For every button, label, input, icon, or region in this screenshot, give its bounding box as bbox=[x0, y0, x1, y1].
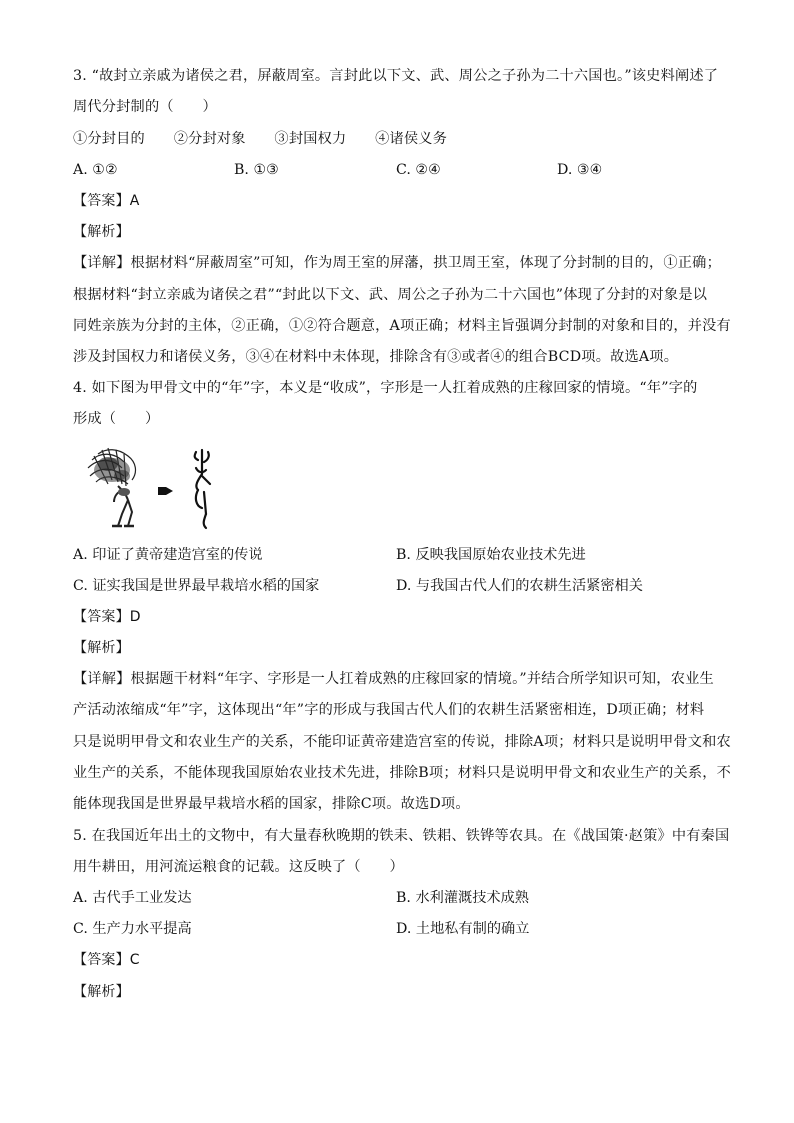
q3-option-a: A. ①② bbox=[73, 162, 118, 178]
q3-detail-line-1: 【详解】根据材料“屏蔽周室”可知，作为周王室的屏藩，拱卫周王室，体现了分封制的目的，①正确； bbox=[73, 255, 721, 271]
q4-detail-line-4: 业生产的关系，不能体现我国原始农业技术先进，排除B项；材料只是说明甲骨文和农业生产的关系，不 bbox=[73, 765, 732, 781]
q3-items: ①分封目的 ②分封对象 ③封国权力 ④诸侯义务 bbox=[73, 131, 448, 147]
q3-analysis-label: 【解析】 bbox=[73, 224, 130, 240]
q5-analysis-label: 【解析】 bbox=[73, 984, 130, 1000]
q3-option-c: C. ②④ bbox=[396, 162, 441, 178]
q3-detail-line-3: 同姓亲族为分封的主体，②正确，①②符合题意，A项正确；材料主旨强调分封制的对象和目的，并没有 bbox=[73, 318, 731, 334]
q3-stem-line-2: 周代分封制的（ ） bbox=[73, 99, 217, 115]
oracle-bone-illustration bbox=[78, 446, 228, 532]
q4-answer: 【答案】D bbox=[73, 609, 141, 625]
q4-detail-line-1: 【详解】根据题干材料“年字、字形是一人扛着成熟的庄稼回家的情境。”并结合所学知识可知，农业生 bbox=[73, 671, 714, 687]
arrow-marker bbox=[158, 487, 166, 495]
q4-option-b: B. 反映我国原始农业技术先进 bbox=[396, 547, 586, 563]
oracle-bone-nian-figure bbox=[78, 446, 228, 532]
q4-stem-line-2: 形成（ ） bbox=[73, 411, 160, 427]
q3-option-b: B. ①③ bbox=[234, 162, 279, 178]
q4-detail-line-5: 能体现我国是世界最早栽培水稻的国家，排除C项。故选D项。 bbox=[73, 796, 470, 812]
q3-detail-line-2: 根据材料“封立亲戚为诸侯之君”“封此以下文、武、周公之子孙为二十六国也”体现了分封的对象是以 bbox=[73, 287, 708, 303]
q4-analysis-label: 【解析】 bbox=[73, 640, 130, 656]
nian-oracle-glyph bbox=[195, 450, 210, 528]
q4-detail-line-2: 产活动浓缩成“年”字，这体现出“年”字的形成与我国古代人们的农耕生活紧密相连，D项正确；材料 bbox=[73, 702, 705, 718]
q4-detail-line-3: 只是说明甲骨文和农业生产的关系，不能印证黄帝建造宫室的传说，排除A项；材料只是说明甲骨文和农 bbox=[73, 734, 731, 750]
q5-option-d: D. 土地私有制的确立 bbox=[396, 921, 530, 937]
q3-stem-line-1: 3. “故封立亲戚为诸侯之君，屏蔽周室。言封此以下文、武、周公之子孙为二十六国也。”该史料阐述了 bbox=[73, 68, 719, 84]
q5-stem-line-2: 用牛耕田，用河流运粮食的记载。这反映了（ ） bbox=[73, 859, 404, 875]
q4-option-d: D. 与我国古代人们的农耕生活紧密相关 bbox=[396, 578, 643, 594]
q5-option-b: B. 水利灌溉技术成熟 bbox=[396, 890, 529, 906]
q5-stem-line-1: 5. 在我国近年出土的文物中，有大量春秋晚期的铁耒、铁耜、铁铧等农具。在《战国策·赵策》中有秦国 bbox=[73, 828, 730, 844]
q4-option-c: C. 证实我国是世界最早栽培水稻的国家 bbox=[73, 578, 320, 594]
q3-detail-line-4: 涉及封国权力和诸侯义务，③④在材料中未体现，排除含有③或者④的组合BCD项。故选A项。 bbox=[73, 349, 679, 365]
q4-option-a: A. 印证了黄帝建造宫室的传说 bbox=[73, 547, 263, 563]
q3-answer: 【答案】A bbox=[73, 193, 140, 209]
q5-option-c: C. 生产力水平提高 bbox=[73, 921, 192, 937]
q5-answer: 【答案】C bbox=[73, 952, 140, 968]
q4-stem-line-1: 4. 如下图为甲骨文中的“年”字，本义是“收成”，字形是一人扛着成熟的庄稼回家的情境。“年”字的 bbox=[73, 380, 698, 396]
q3-option-d: D. ③④ bbox=[557, 162, 603, 178]
q5-option-a: A. 古代手工业发达 bbox=[73, 890, 192, 906]
